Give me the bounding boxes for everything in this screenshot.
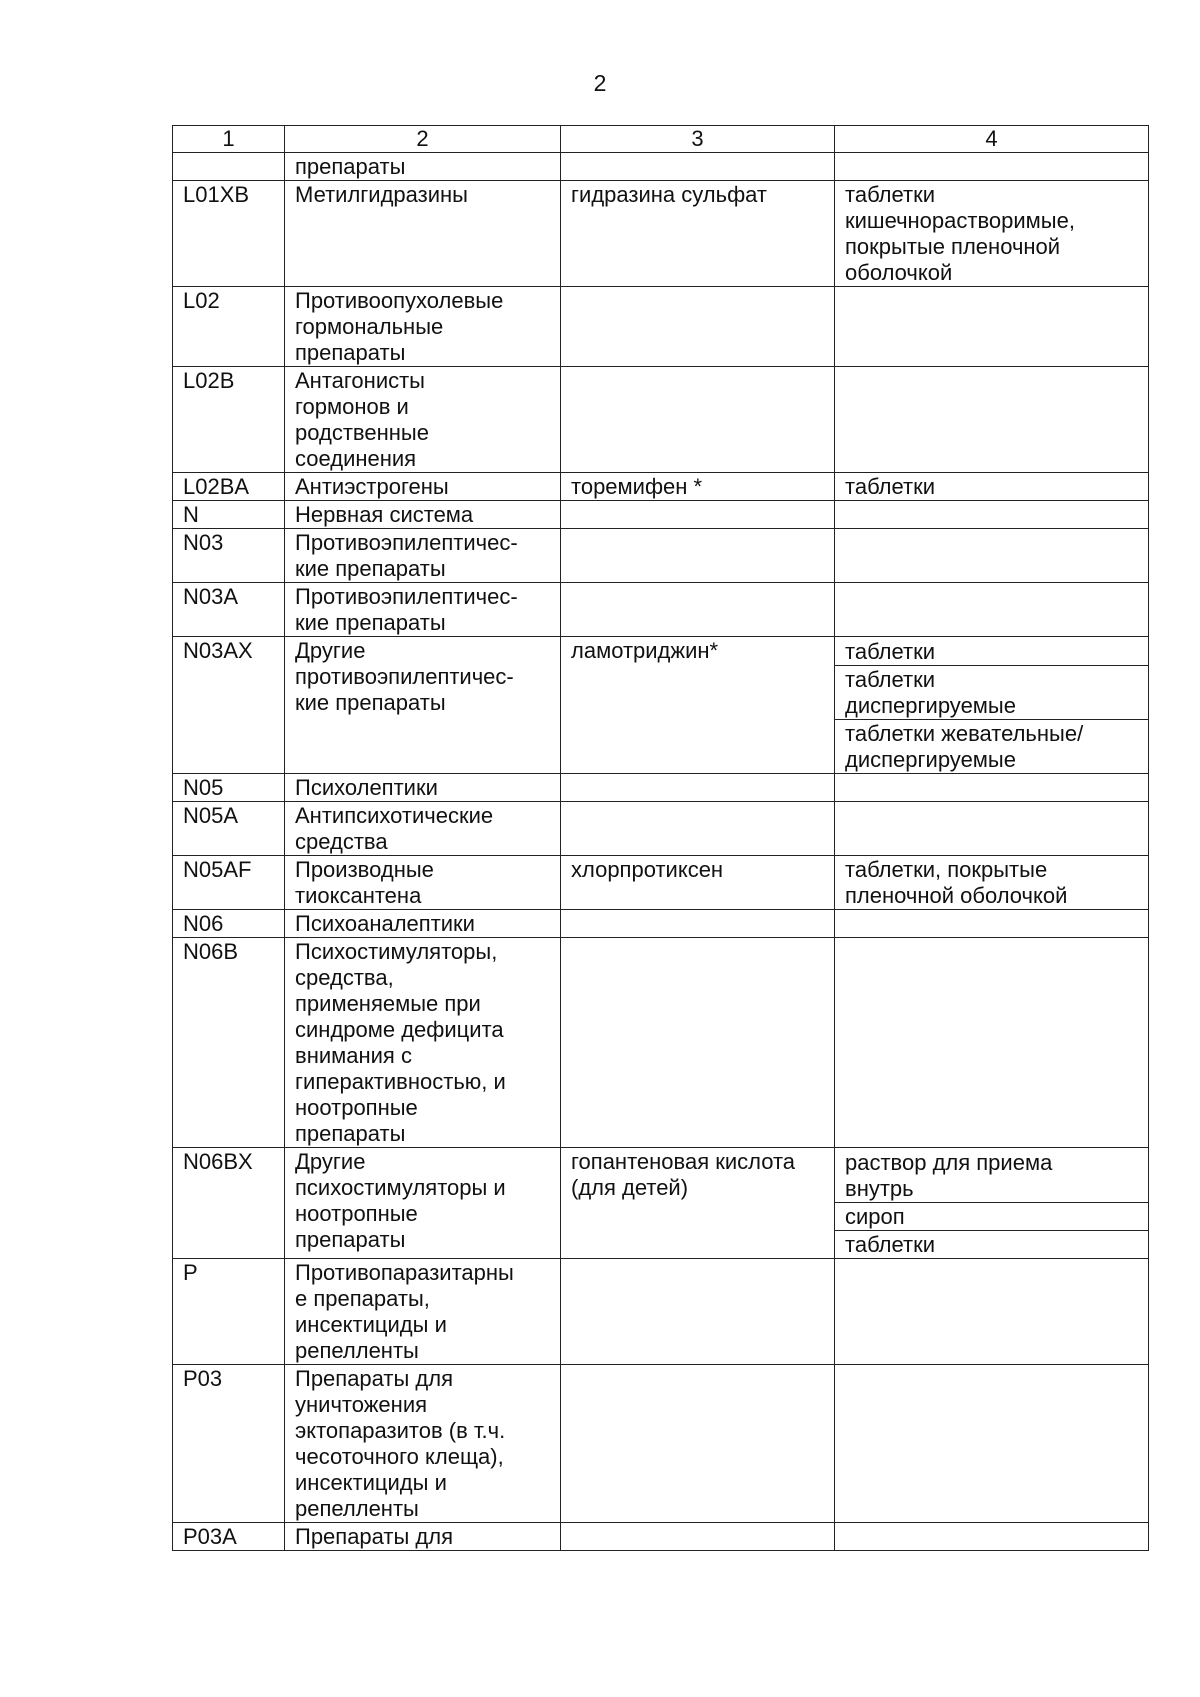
group-name-cell: Психостимуляторы, средства, применяемые при синдроме дефицита внимания с гиперактивностью, и ноотропные препараты: [285, 938, 561, 1148]
table-row: [173, 1523, 1149, 1551]
substance-cell: [561, 529, 835, 583]
group-name-cell: Другие противоэпилептичес- кие препараты: [285, 637, 561, 774]
substance-cell: [561, 367, 835, 473]
dosage-form-cell: таблетки кишечнорастворимые, покрытые пленочной оболочкой: [835, 181, 1149, 287]
atc-code-cell: P: [173, 1259, 285, 1365]
atc-code-cell: N05: [173, 774, 285, 802]
group-name-cell: Противопаразитарны е препараты, инсектициды и репелленты: [285, 1259, 561, 1365]
table-row: [173, 802, 1149, 856]
atc-code-cell: N06: [173, 910, 285, 938]
substance-cell: [561, 938, 835, 1148]
page-number: 2: [593, 70, 607, 96]
atc-code-cell: N03AX: [173, 637, 285, 774]
group-name-cell: Нервная система: [285, 501, 561, 529]
atc-code-cell: P03A: [173, 1523, 285, 1551]
substance-cell: [561, 1259, 835, 1365]
table-row: [173, 938, 1149, 1148]
atc-code-cell: N03A: [173, 583, 285, 637]
dosage-form-cell: [835, 287, 1149, 367]
group-name-cell: препараты: [285, 153, 561, 181]
substance-cell: гидразина сульфат: [561, 181, 835, 287]
dosage-form-cell: [835, 637, 1149, 774]
atc-code-cell: L01XB: [173, 181, 285, 287]
column-header: 1: [173, 126, 285, 153]
table-row: [173, 287, 1149, 367]
group-name-cell: Препараты для: [285, 1523, 561, 1551]
substance-cell: гопантеновая кислота (для детей): [561, 1148, 835, 1259]
table-row: [173, 774, 1149, 802]
dosage-form-cell: [835, 501, 1149, 529]
atc-code-cell: N05AF: [173, 856, 285, 910]
atc-code-cell: P03: [173, 1365, 285, 1523]
column-header: 3: [561, 126, 835, 153]
atc-code-cell: N: [173, 501, 285, 529]
substance-cell: [561, 153, 835, 181]
column-header: 4: [835, 126, 1149, 153]
atc-code-cell: N03: [173, 529, 285, 583]
substance-cell: [561, 774, 835, 802]
group-name-cell: Антипсихотические средства: [285, 802, 561, 856]
dosage-form-item: таблетки: [845, 639, 936, 664]
dosage-form-cell: [835, 1523, 1149, 1551]
table-row: [173, 367, 1149, 473]
dosage-form-cell: [835, 774, 1149, 802]
substance-cell: [561, 287, 835, 367]
substance-cell: торемифен *: [561, 473, 835, 501]
dosage-form-cell: [835, 938, 1149, 1148]
table-row: [173, 1148, 1149, 1259]
substance-cell: [561, 1523, 835, 1551]
group-name-cell: Противоэпилептичес- кие препараты: [285, 583, 561, 637]
substance-cell: [561, 910, 835, 938]
table-row: [173, 1365, 1149, 1523]
group-name-cell: Противоопухолевые гормональные препараты: [285, 287, 561, 367]
atc-code-cell: N06B: [173, 938, 285, 1148]
dosage-form-item: таблетки: [835, 1230, 1148, 1258]
group-name-cell: Психоаналептики: [285, 910, 561, 938]
table-row: [173, 181, 1149, 287]
dosage-form-cell: [835, 1365, 1149, 1523]
substance-cell: хлорпротиксен: [561, 856, 835, 910]
substance-cell: [561, 1365, 835, 1523]
dosage-form-cell: [835, 583, 1149, 637]
dosage-form-cell: [835, 153, 1149, 181]
substance-cell: [561, 802, 835, 856]
table-row: [173, 501, 1149, 529]
substance-cell: ламотриджин*: [561, 637, 835, 774]
table-row: [173, 910, 1149, 938]
atc-code-cell: [173, 153, 285, 181]
dosage-form-cell: таблетки: [835, 473, 1149, 501]
dosage-form-item: таблетки диспергируемые: [835, 665, 1148, 719]
atc-code-cell: L02B: [173, 367, 285, 473]
table-row: [173, 153, 1149, 181]
substance-cell: [561, 501, 835, 529]
table-row: [173, 583, 1149, 637]
column-header: 2: [285, 126, 561, 153]
dosage-form-cell: [835, 367, 1149, 473]
dosage-form-cell: [835, 529, 1149, 583]
table-header-row: [173, 126, 1149, 153]
dosage-form-item: сироп: [835, 1202, 1148, 1230]
table-row: [173, 856, 1149, 910]
group-name-cell: Антиэстрогены: [285, 473, 561, 501]
atc-code-cell: N06BX: [173, 1148, 285, 1259]
substance-cell: [561, 583, 835, 637]
group-name-cell: Противоэпилептичес- кие препараты: [285, 529, 561, 583]
group-name-cell: Метилгидразины: [285, 181, 561, 287]
dosage-form-cell: [835, 802, 1149, 856]
atc-code-cell: L02: [173, 287, 285, 367]
group-name-cell: Другие психостимуляторы и ноотропные препараты: [285, 1148, 561, 1259]
drug-list-table: [172, 125, 1149, 1551]
dosage-form-item: раствор для приема внутрь: [845, 1150, 1053, 1201]
dosage-form-cell: [835, 910, 1149, 938]
table-row: [173, 529, 1149, 583]
atc-code-cell: N05A: [173, 802, 285, 856]
group-name-cell: Психолептики: [285, 774, 561, 802]
table-row: [173, 637, 1149, 774]
group-name-cell: Антагонисты гормонов и родственные соединения: [285, 367, 561, 473]
table-row: [173, 1259, 1149, 1365]
dosage-form-cell: [835, 1259, 1149, 1365]
dosage-form-cell: [835, 1148, 1149, 1259]
dosage-form-cell: таблетки, покрытые пленочной оболочкой: [835, 856, 1149, 910]
dosage-form-item: таблетки жевательные/ диспергируемые: [835, 719, 1148, 773]
atc-code-cell: L02BA: [173, 473, 285, 501]
group-name-cell: Производные тиоксантена: [285, 856, 561, 910]
table-row: [173, 473, 1149, 501]
group-name-cell: Препараты для уничтожения эктопаразитов (в т.ч. чесоточного клеща), инсектициды и репелленты: [285, 1365, 561, 1523]
